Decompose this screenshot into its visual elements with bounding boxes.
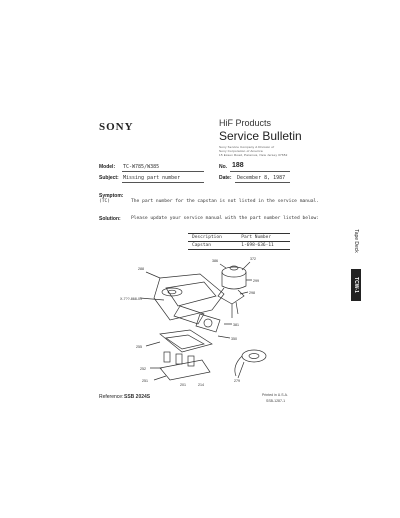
- callout-label: 372: [250, 257, 256, 261]
- symptom-text: The part number for the capstan is not listed in the service manual.: [131, 199, 320, 204]
- callout-label: 298: [249, 291, 255, 295]
- gear: [204, 319, 212, 327]
- model-value: TC-W785/W385: [123, 164, 160, 170]
- motor-shaft: [230, 266, 238, 270]
- exploded-view-diagram: [120, 248, 280, 388]
- tape-deck-label: [351, 224, 361, 260]
- bulletin-no-value: 188: [232, 162, 244, 169]
- guide-post: [176, 354, 182, 364]
- callout-label: 255: [136, 345, 142, 349]
- pinch-roller: [164, 352, 170, 362]
- subject-value: Missing part number: [123, 175, 181, 181]
- bottom-bracket: [160, 360, 210, 380]
- flywheel-hub: [249, 354, 259, 359]
- gear-assembly: [196, 314, 220, 332]
- belt: [235, 356, 242, 376]
- col-part-number: Part Number: [237, 234, 290, 242]
- reference-label: Reference:: [99, 394, 124, 400]
- callout-label: 288: [138, 267, 144, 271]
- symptom-lead: (TC): [99, 199, 111, 204]
- motor-bracket: [218, 288, 244, 304]
- date-label: Date:: [219, 175, 232, 181]
- section-tab: [351, 269, 361, 301]
- reel-hub: [168, 290, 176, 294]
- callout-label: 214: [198, 383, 204, 387]
- callout-label: 201: [180, 383, 186, 387]
- subject-underline: [122, 182, 204, 183]
- leader-lines: [140, 262, 252, 380]
- address-line-2: Sony Corporation of America: [219, 149, 263, 153]
- model-underline: [122, 171, 204, 172]
- head-block: [160, 330, 212, 352]
- erase-head: [188, 356, 194, 366]
- address-line-1: Sony Service Company A Division of: [219, 145, 275, 149]
- printed-in: Printed in U.S.A.: [262, 393, 288, 397]
- reel-table: [162, 288, 182, 296]
- solution-label: Solution:: [99, 216, 121, 222]
- subject-label: Subject:: [99, 175, 119, 181]
- callout-label: 381: [233, 323, 239, 327]
- callout-label: 279: [234, 379, 240, 383]
- callout-label: 350: [231, 337, 237, 341]
- symptom-label: Symptom:: [99, 193, 124, 199]
- cell-description: Capstan: [192, 243, 211, 248]
- tape-deck-text: Tape Deck: [353, 229, 359, 253]
- callout-label: 299: [253, 279, 259, 283]
- cell-part-number: 1-698-636-11: [241, 243, 274, 248]
- date-underline: [235, 182, 290, 183]
- reference-value: SSB 2024S: [124, 394, 151, 400]
- sony-logo: SONY: [99, 121, 134, 133]
- model-label: Model:: [99, 164, 116, 170]
- address-line-3: 15 Essex Road, Paramus, New Jersey 07652: [219, 153, 288, 157]
- bulletin-no-label: No.: [219, 164, 228, 170]
- flywheel: [242, 350, 266, 362]
- solution-text: Please update your service manual with the part number listed below:: [131, 216, 320, 221]
- footer-code: SSB-1287-1: [266, 399, 286, 403]
- motor-top: [222, 267, 246, 277]
- motor-body: [222, 272, 246, 289]
- bulletin-title: Service Bulletin: [219, 129, 302, 143]
- section-tab-label: TCW-1: [353, 277, 359, 293]
- callout-label: 252: [140, 367, 146, 371]
- callout-label: 251: [142, 379, 148, 383]
- callout-label: 386: [212, 259, 218, 263]
- callout-label: X-7??-868-01: [120, 297, 142, 301]
- no-underline: [230, 171, 290, 172]
- parts-table-header: [188, 234, 290, 242]
- head-mount: [166, 335, 204, 349]
- bracket-posts: [232, 302, 238, 318]
- bulletin-category: HiF Products: [219, 118, 272, 128]
- date-value: December 8, 1987: [237, 175, 286, 181]
- col-description: Description: [188, 234, 237, 242]
